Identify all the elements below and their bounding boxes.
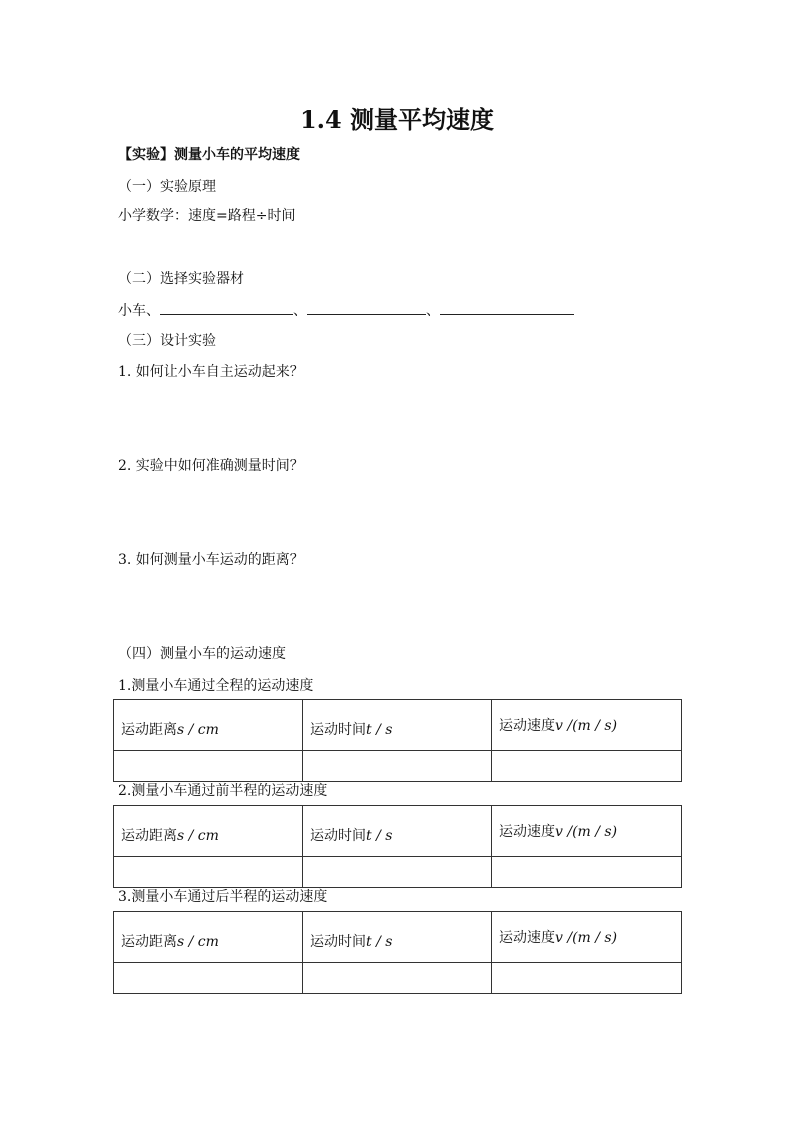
section1-heading: （一）实验原理 [118, 179, 216, 195]
page-title: 1.4 测量平均速度 [299, 105, 495, 134]
table-header-row [114, 912, 682, 963]
material-blank-3[interactable] [440, 300, 574, 315]
table3-second-half [113, 911, 682, 994]
header-distance: 运动距离s / cm [114, 912, 303, 963]
cell-distance[interactable] [114, 963, 303, 994]
table2-first-half [113, 805, 682, 888]
table-row [114, 857, 682, 888]
materials-separator-1: 、 [293, 303, 307, 319]
section4-heading: （四）测量小车的运动速度 [118, 646, 286, 662]
cell-speed[interactable] [492, 857, 682, 888]
cell-time[interactable] [303, 963, 492, 994]
material-blank-2[interactable] [307, 300, 426, 315]
cell-time[interactable] [303, 857, 492, 888]
section1-text: 小学数学：速度=路程÷时间 [118, 208, 296, 224]
header-distance: 运动距离s / cm [114, 806, 303, 857]
section3-heading: （三）设计实验 [118, 333, 216, 349]
header-time: 运动时间t / s [303, 912, 492, 963]
cell-speed[interactable] [492, 963, 682, 994]
material-blank-1[interactable] [160, 300, 293, 315]
table1-full-course [113, 699, 682, 782]
cell-speed[interactable] [492, 751, 682, 782]
table2-caption: 2.测量小车通过前半程的运动速度 [118, 783, 328, 799]
table-header-row [114, 700, 682, 751]
materials-prefix: 小车、 [118, 303, 160, 319]
cell-time[interactable] [303, 751, 492, 782]
question-3: 3. 如何测量小车运动的距离？ [118, 552, 304, 568]
table-row [114, 963, 682, 994]
section2-heading: （二）选择实验器材 [118, 271, 244, 287]
table3-caption: 3.测量小车通过后半程的运动速度 [118, 889, 328, 905]
experiment-heading: 【实验】测量小车的平均速度 [118, 147, 300, 163]
materials-separator-2: 、 [426, 303, 440, 319]
header-time: 运动时间t / s [303, 806, 492, 857]
header-time: 运动时间t / s [303, 700, 492, 751]
cell-distance[interactable] [114, 857, 303, 888]
question-1: 1. 如何让小车自主运动起来？ [118, 364, 304, 380]
table-header-row [114, 806, 682, 857]
question-2: 2. 实验中如何准确测量时间？ [118, 458, 304, 474]
header-speed: 运动速度v /(m / s) [492, 912, 682, 963]
header-distance: 运动距离s / cm [114, 700, 303, 751]
materials-line [118, 300, 574, 321]
header-speed: 运动速度v /(m / s) [492, 700, 682, 751]
table1-caption: 1.测量小车通过全程的运动速度 [118, 678, 314, 694]
table-row [114, 751, 682, 782]
header-speed: 运动速度v /(m / s) [492, 806, 682, 857]
cell-distance[interactable] [114, 751, 303, 782]
